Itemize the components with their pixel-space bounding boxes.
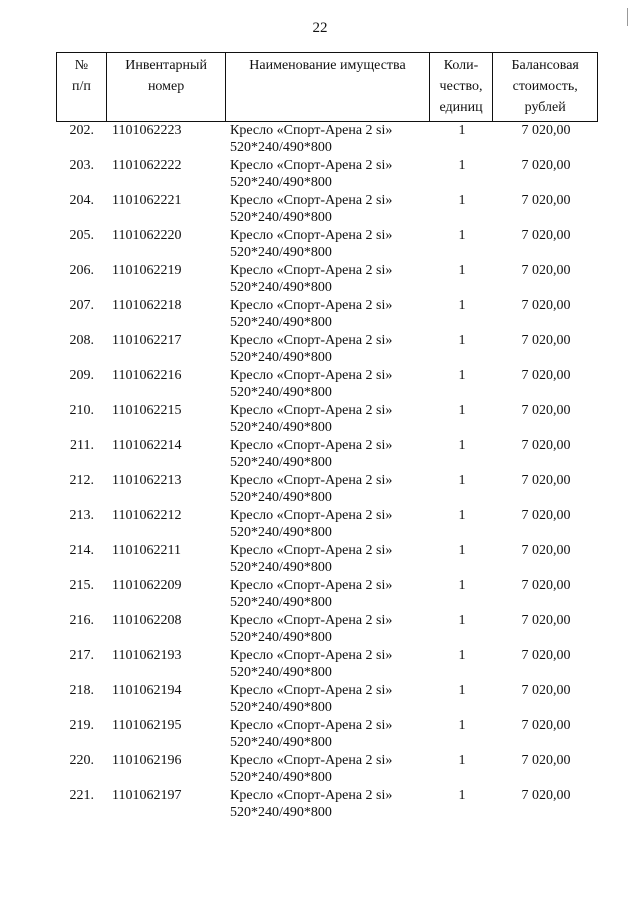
property-name-line: Кресло «Спорт-Арена 2 si» <box>230 193 393 208</box>
property-name <box>226 122 430 157</box>
balance-cost: 7 020,00 <box>521 158 571 173</box>
property-name-line: Кресло «Спорт-Арена 2 si» <box>230 298 393 313</box>
property-name <box>226 787 430 822</box>
property-name <box>226 507 430 542</box>
table-row <box>56 402 598 437</box>
balance-cost: 7 020,00 <box>521 228 571 243</box>
inventory-number: 1101062197 <box>112 788 182 803</box>
property-name-line: Кресло «Спорт-Арена 2 si» <box>230 228 393 243</box>
property-dimensions-line: 520*240/490*800 <box>230 595 332 610</box>
table-row <box>56 752 598 787</box>
balance-cost: 7 020,00 <box>521 368 571 383</box>
property-name <box>226 717 430 752</box>
inventory-number: 1101062213 <box>112 473 182 488</box>
property-name-line: Кресло «Спорт-Арена 2 si» <box>230 788 393 803</box>
balance-cost: 7 020,00 <box>521 788 571 803</box>
table-row <box>56 157 598 192</box>
quantity: 1 <box>458 263 466 278</box>
table-row <box>56 227 598 262</box>
inventory-number: 1101062219 <box>112 263 182 278</box>
property-name <box>226 367 430 402</box>
property-name <box>226 437 430 472</box>
table-row <box>56 367 598 402</box>
property-name <box>226 542 430 577</box>
property-name <box>226 157 430 192</box>
balance-cost: 7 020,00 <box>521 578 571 593</box>
quantity: 1 <box>458 333 466 348</box>
balance-cost: 7 020,00 <box>521 648 571 663</box>
quantity: 1 <box>458 718 466 733</box>
row-number: 211. <box>70 438 94 453</box>
property-dimensions-line: 520*240/490*800 <box>230 315 332 330</box>
inventory-number: 1101062194 <box>112 683 182 698</box>
property-name <box>226 262 430 297</box>
inventory-number: 1101062212 <box>112 508 182 523</box>
inventory-number: 1101062215 <box>112 403 182 418</box>
inventory-number: 1101062196 <box>112 753 182 768</box>
quantity: 1 <box>458 438 466 453</box>
balance-cost: 7 020,00 <box>521 403 571 418</box>
table-row <box>56 542 598 577</box>
quantity: 1 <box>458 648 466 663</box>
balance-cost: 7 020,00 <box>521 753 571 768</box>
quantity: 1 <box>458 613 466 628</box>
property-name-line: Кресло «Спорт-Арена 2 si» <box>230 403 393 418</box>
row-number: 221. <box>69 788 94 803</box>
row-number: 202. <box>69 123 94 138</box>
balance-cost: 7 020,00 <box>521 123 571 138</box>
balance-cost: 7 020,00 <box>521 438 571 453</box>
inventory-number: 1101062223 <box>112 123 182 138</box>
row-number: 212. <box>69 473 94 488</box>
page-number: 22 <box>312 20 328 36</box>
property-name-line: Кресло «Спорт-Арена 2 si» <box>230 578 393 593</box>
property-name-line: Кресло «Спорт-Арена 2 si» <box>230 718 393 733</box>
balance-cost: 7 020,00 <box>521 718 571 733</box>
inventory-number: 1101062221 <box>112 193 182 208</box>
quantity: 1 <box>458 123 466 138</box>
property-name-line: Кресло «Спорт-Арена 2 si» <box>230 263 393 278</box>
quantity: 1 <box>458 473 466 488</box>
property-dimensions-line: 520*240/490*800 <box>230 280 332 295</box>
header-row-number: № п/п <box>57 53 107 121</box>
property-dimensions-line: 520*240/490*800 <box>230 630 332 645</box>
property-dimensions-line: 520*240/490*800 <box>230 245 332 260</box>
balance-cost: 7 020,00 <box>521 298 571 313</box>
property-name <box>226 752 430 787</box>
row-number: 209. <box>69 368 94 383</box>
table-row <box>56 332 598 367</box>
property-name <box>226 647 430 682</box>
row-number: 208. <box>69 333 94 348</box>
property-dimensions-line: 520*240/490*800 <box>230 805 332 820</box>
property-name-line: Кресло «Спорт-Арена 2 si» <box>230 543 393 558</box>
quantity: 1 <box>458 753 466 768</box>
inventory-number: 1101062211 <box>112 543 181 558</box>
quantity: 1 <box>458 788 466 803</box>
property-name-line: Кресло «Спорт-Арена 2 si» <box>230 473 393 488</box>
table-row <box>56 717 598 752</box>
table-row <box>56 262 598 297</box>
inventory-number: 1101062208 <box>112 613 182 628</box>
table-row <box>56 437 598 472</box>
row-number: 217. <box>69 648 94 663</box>
property-name-line: Кресло «Спорт-Арена 2 si» <box>230 648 393 663</box>
row-number: 216. <box>69 613 94 628</box>
quantity: 1 <box>458 403 466 418</box>
header-quantity: Коли- чество, единиц <box>430 53 494 121</box>
property-dimensions-line: 520*240/490*800 <box>230 735 332 750</box>
property-dimensions-line: 520*240/490*800 <box>230 525 332 540</box>
balance-cost: 7 020,00 <box>521 193 571 208</box>
balance-cost: 7 020,00 <box>521 683 571 698</box>
table-row <box>56 472 598 507</box>
property-name <box>226 472 430 507</box>
property-name <box>226 297 430 332</box>
inventory-number: 1101062218 <box>112 298 182 313</box>
property-name-line: Кресло «Спорт-Арена 2 si» <box>230 683 393 698</box>
inventory-number: 1101062195 <box>112 718 182 733</box>
property-name-line: Кресло «Спорт-Арена 2 si» <box>230 368 393 383</box>
row-number: 218. <box>69 683 94 698</box>
table-row <box>56 507 598 542</box>
balance-cost: 7 020,00 <box>521 613 571 628</box>
property-name <box>226 577 430 612</box>
table-row <box>56 122 598 157</box>
property-dimensions-line: 520*240/490*800 <box>230 210 332 225</box>
property-name-line: Кресло «Спорт-Арена 2 si» <box>230 123 393 138</box>
quantity: 1 <box>458 543 466 558</box>
inventory-number: 1101062193 <box>112 648 182 663</box>
property-name <box>226 682 430 717</box>
row-number: 206. <box>69 263 94 278</box>
property-dimensions-line: 520*240/490*800 <box>230 420 332 435</box>
balance-cost: 7 020,00 <box>521 263 571 278</box>
row-number: 219. <box>69 718 94 733</box>
property-name <box>226 612 430 647</box>
row-number: 203. <box>69 158 94 173</box>
balance-cost: 7 020,00 <box>521 333 571 348</box>
property-dimensions-line: 520*240/490*800 <box>230 385 332 400</box>
property-dimensions-line: 520*240/490*800 <box>230 175 332 190</box>
inventory-number: 1101062209 <box>112 578 182 593</box>
quantity: 1 <box>458 578 466 593</box>
property-name <box>226 227 430 262</box>
header-property-name: Наименование имущества <box>226 53 429 121</box>
table-row <box>56 647 598 682</box>
property-dimensions-line: 520*240/490*800 <box>230 350 332 365</box>
inventory-number: 1101062214 <box>112 438 182 453</box>
property-name <box>226 332 430 367</box>
table-row <box>56 192 598 227</box>
balance-cost: 7 020,00 <box>521 473 571 488</box>
quantity: 1 <box>458 368 466 383</box>
row-number: 210. <box>69 403 94 418</box>
row-number: 213. <box>69 508 94 523</box>
row-number: 215. <box>69 578 94 593</box>
table-row <box>56 577 598 612</box>
row-number: 204. <box>69 193 94 208</box>
row-number: 205. <box>69 228 94 243</box>
header-balance-cost: Балансовая стоимость, рублей <box>511 58 579 115</box>
property-dimensions-line: 520*240/490*800 <box>230 560 332 575</box>
row-number: 207. <box>69 298 94 313</box>
table-row <box>56 787 598 822</box>
table-body <box>56 122 598 822</box>
row-number: 214. <box>69 543 94 558</box>
quantity: 1 <box>458 508 466 523</box>
inventory-number: 1101062220 <box>112 228 182 243</box>
table-row <box>56 682 598 717</box>
property-name-line: Кресло «Спорт-Арена 2 si» <box>230 753 393 768</box>
property-dimensions-line: 520*240/490*800 <box>230 140 332 155</box>
property-dimensions-line: 520*240/490*800 <box>230 700 332 715</box>
quantity: 1 <box>458 193 466 208</box>
balance-cost: 7 020,00 <box>521 508 571 523</box>
quantity: 1 <box>458 298 466 313</box>
property-name-line: Кресло «Спорт-Арена 2 si» <box>230 438 393 453</box>
quantity: 1 <box>458 683 466 698</box>
inventory-number: 1101062217 <box>112 333 182 348</box>
property-name-line: Кресло «Спорт-Арена 2 si» <box>230 333 393 348</box>
property-dimensions-line: 520*240/490*800 <box>230 770 332 785</box>
inventory-number: 1101062222 <box>112 158 182 173</box>
property-dimensions-line: 520*240/490*800 <box>230 455 332 470</box>
property-name <box>226 402 430 437</box>
property-name-line: Кресло «Спорт-Арена 2 si» <box>230 508 393 523</box>
table-header <box>56 52 598 122</box>
table-row <box>56 297 598 332</box>
property-dimensions-line: 520*240/490*800 <box>230 490 332 505</box>
inventory-number: 1101062216 <box>112 368 182 383</box>
table-row <box>56 612 598 647</box>
property-name <box>226 192 430 227</box>
quantity: 1 <box>458 228 466 243</box>
quantity: 1 <box>458 158 466 173</box>
balance-cost: 7 020,00 <box>521 543 571 558</box>
property-name-line: Кресло «Спорт-Арена 2 si» <box>230 613 393 628</box>
header-inventory-number: Инвентарный номер <box>107 53 227 121</box>
property-name-line: Кресло «Спорт-Арена 2 si» <box>230 158 393 173</box>
row-number: 220. <box>69 753 94 768</box>
property-dimensions-line: 520*240/490*800 <box>230 665 332 680</box>
